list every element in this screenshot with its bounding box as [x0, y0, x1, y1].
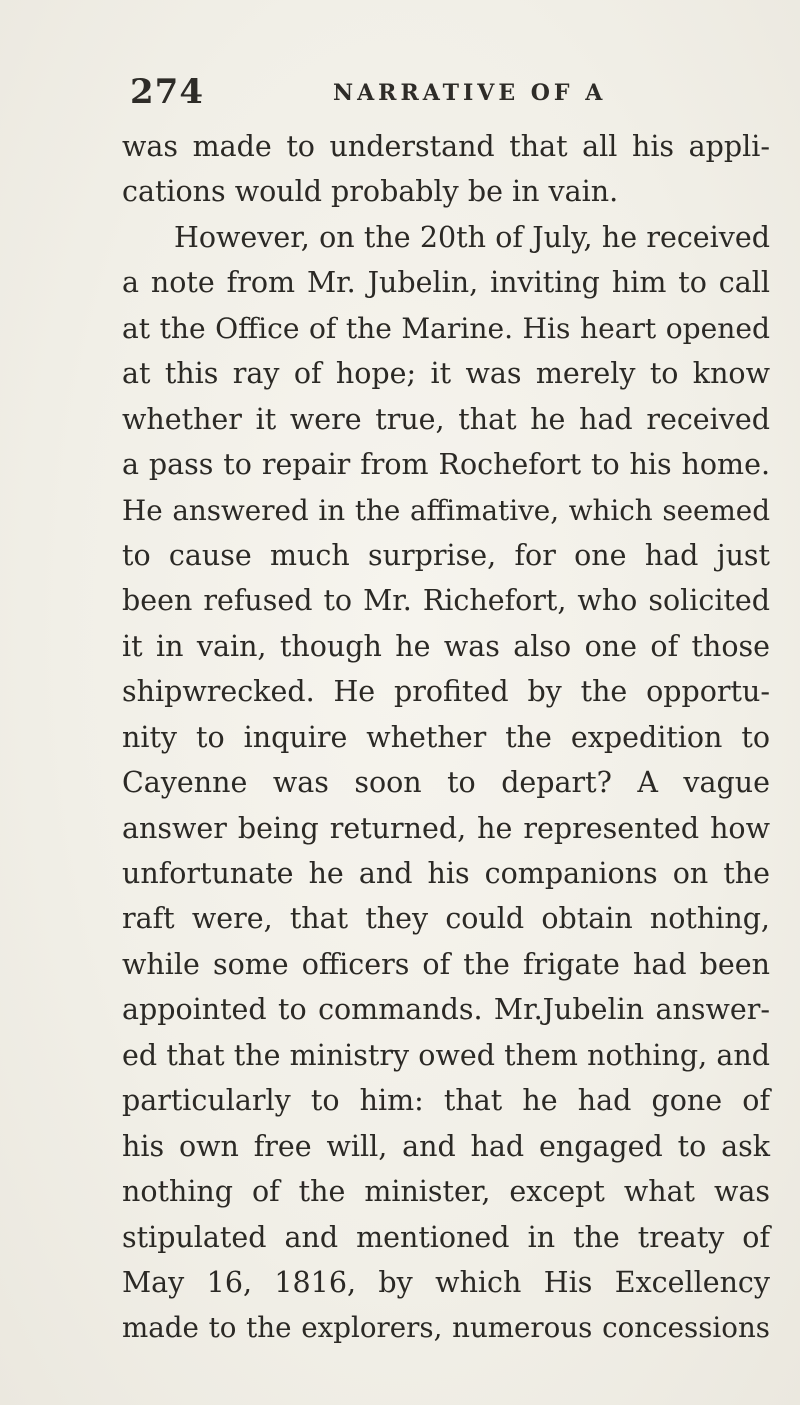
text-line: cations would probably be in vain. [122, 175, 619, 209]
text-line: made to the explorers, numerous concessions [122, 1311, 770, 1345]
text-line: nity to inquire whether the expedition to [122, 720, 770, 754]
text-line: ed that the ministry owed them nothing, and [122, 1038, 770, 1072]
text-line: particularly to him: that he had gone of [122, 1084, 770, 1118]
text-line: However, on the 20th of July, he received [174, 220, 770, 254]
text-line: May 16, 1816, by which His Excellency [122, 1265, 770, 1299]
text-line: it in vain, though he was also one of those [122, 629, 770, 663]
text-line: whether it were true, that he had received [122, 402, 770, 436]
page-number: 274 [130, 72, 204, 112]
text-line: Cayenne was soon to depart? A vague [122, 766, 770, 800]
text-line: answer being returned, he represented how [122, 811, 770, 845]
text-line: nothing of the minister, except what was [122, 1175, 770, 1209]
text-line: He answered in the affimative, which seemed [122, 493, 770, 527]
text-line: been refused to Mr. Richefort, who solicited [122, 584, 770, 618]
text-line: appointed to commands. Mr.Jubelin answer- [122, 993, 770, 1027]
text-line: his own free will, and had engaged to ask [122, 1129, 770, 1163]
body-text [122, 124, 770, 1351]
text-line: unfortunate he and his companions on the [122, 857, 770, 890]
text-line: shipwrecked. He profited by the opportu- [122, 675, 770, 709]
text-line: a pass to repair from Rochefort to his home. [122, 448, 770, 482]
text-line: at the Office of the Marine. His heart opened [122, 311, 770, 345]
page-header [130, 72, 690, 116]
text-line: while some officers of the frigate had been [122, 947, 770, 981]
text-line: stipulated and mentioned in the treaty of [122, 1220, 770, 1254]
text-line: raft were, that they could obtain nothing, [122, 902, 770, 936]
running-head: NARRATIVE OF A [333, 80, 607, 106]
text-line: was made to understand that all his appli- [122, 130, 770, 163]
text-line: at this ray of hope; it was merely to know [122, 357, 770, 391]
text-line: a note from Mr. Jubelin, inviting him to call [122, 266, 770, 300]
text-line: to cause much surprise, for one had just [122, 538, 770, 572]
